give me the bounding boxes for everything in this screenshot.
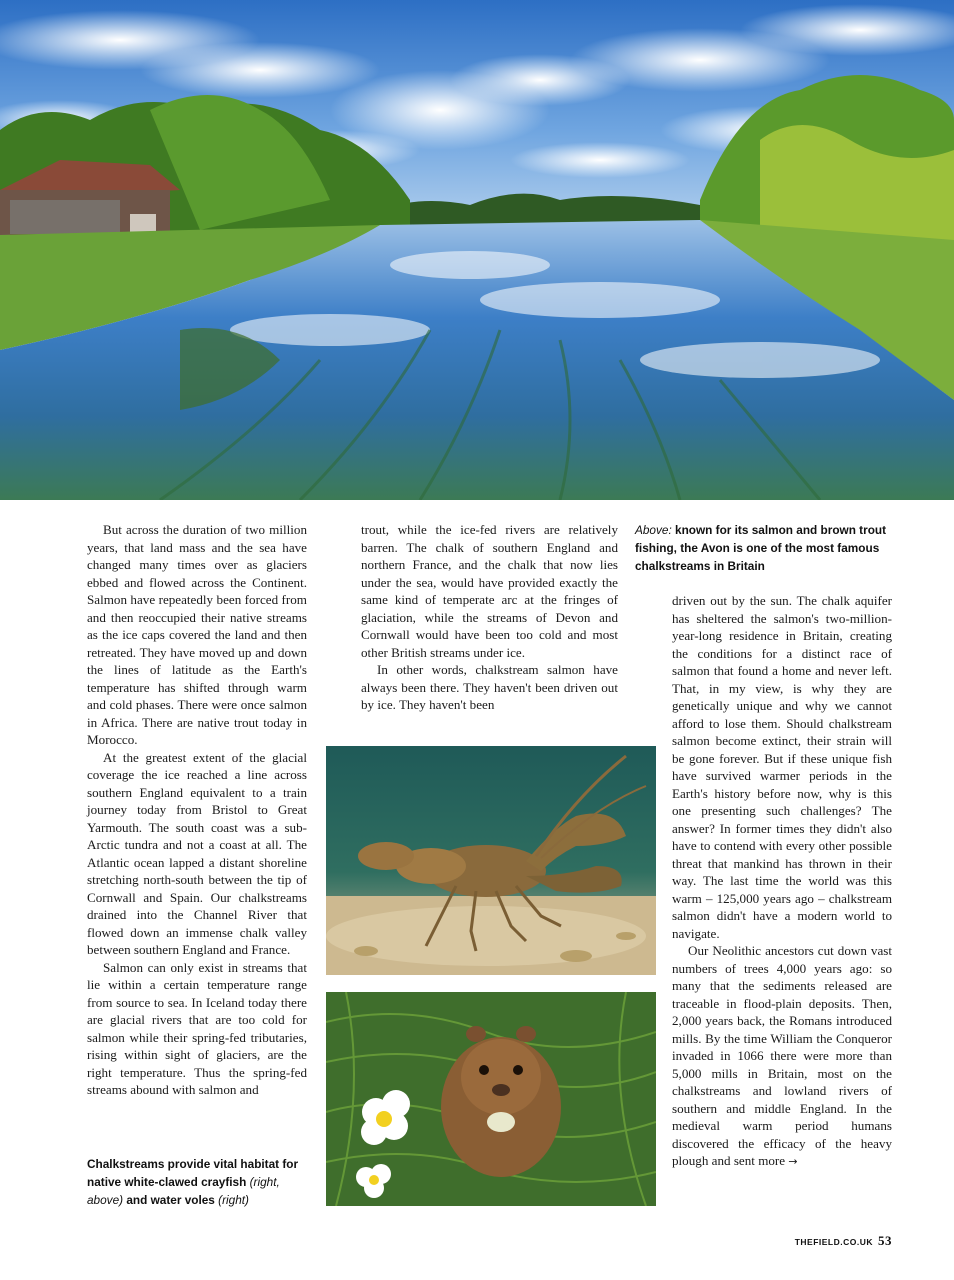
site-url: THEFIELD.CO.UK <box>794 1237 873 1247</box>
paragraph <box>635 942 892 1171</box>
paragraph-text: driven out by the sun. The chalk aquifer has sheltered the salmon's two-million-year-long residence in Britain, creating the conditions for a distinct race of salmon that found a home and never left. That, in my view, is why they are genetically unique and why we cannot afford to lose them. Should chalkstream salmon become extinct, their strain will be gone forever. But if these unique fish have survived warmer periods in the Earth's history before now, why is this one presenting such challenges? The answer? In former times they didn't also have to contend with every other possible threat that mankind has thrown in their way. The last time the world was this warm – 125,000 years ago – chalkstream salmon didn't have a modern world to navigate. <box>672 593 892 941</box>
caption-lead: Above: <box>635 523 672 537</box>
paragraph: At the greatest extent of the glacial coverage the ice reached a line across southern England equivalent to a train journey today from Bristol to Great Yarmouth. The south coast was a sub-Arctic tundra and not a coast at all. The Atlantic ocean lapped a distant shoreline stretching north-south between the tip of Cornwall and Spain. Our chalkstreams drained into the Channel River that flowed down an immense chalk valley between southern England and France. <box>87 749 307 957</box>
paragraph: trout, while the ice-fed rivers are relatively barren. The chalk of southern England and northern France, and the chalk that now lies under the sea, would have provided exactly the same kind of temperate arc at the fringes of glaciation, while the streams of Devon and Cornwall would have been too cold and most other British streams under ice. <box>361 522 618 660</box>
caption-text: known for its salmon and brown trout fishing, the Avon is one of the most famous chalkstreams in Britain <box>635 523 887 573</box>
photo-caption-above <box>635 521 895 575</box>
photo-caption-crayfish-vole <box>87 1155 312 1209</box>
water-vole-photo <box>326 992 656 1206</box>
crayfish-photo <box>326 746 656 975</box>
paragraph: But across the duration of two million years, that land mass and the sea have changed many times over as glaciers ebbed and flowed across the Continent. Salmon have repeatedly been forced from and then reoccupied their native streams as the ice caps covered the land and then retreated. They have moved up and down the lines of latitude as the Earth's temperature has shifted through warm and cold phases. There were once salmon in Africa. There are native trout today in Morocco. <box>87 522 307 747</box>
paragraph: Salmon can only exist in streams that lie within a certain temperature range from source to sea. In Iceland today there are glacial rivers that are too cold for salmon while their spring-fed tributaries, rising within sight of glaciers, are the right temperature. Thus the spring-fed streams abound with salmon and <box>87 959 307 1097</box>
caption-position: (right) <box>218 1193 249 1207</box>
continue-arrow-icon: → <box>788 1155 798 1168</box>
body-column-1 <box>87 521 344 1211</box>
page-footer <box>795 1233 892 1249</box>
hero-photo-river-avon <box>0 0 954 500</box>
body-column-2 <box>361 521 618 714</box>
page-number: 53 <box>878 1233 892 1248</box>
paragraph <box>635 592 892 942</box>
caption-text: Chalkstreams provide vital habitat for native white-clawed crayfish <box>87 1157 299 1189</box>
caption-position: (right, above) <box>87 1175 280 1207</box>
body-column-3 <box>635 592 892 1212</box>
paragraph-text: Our Neolithic ancestors cut down vast numbers of trees 4,000 years ago: so many that the sediments released are traceable in flood-plain deposits. Then, 2,000 years back, the Romans introduced mills. By the time William the Conqueror invaded in 1066 there were more than 5,000 mills in Britain, most on the chalkstreams and lowland rivers of southern and middle England. In the medieval warm period humans discovered the efficacy of the heavy plough and sent more <box>672 943 892 1168</box>
paragraph: In other words, chalkstream salmon have always been there. They haven't been driven out by ice. They haven't been <box>361 662 618 712</box>
caption-text: and water voles <box>126 1193 215 1207</box>
